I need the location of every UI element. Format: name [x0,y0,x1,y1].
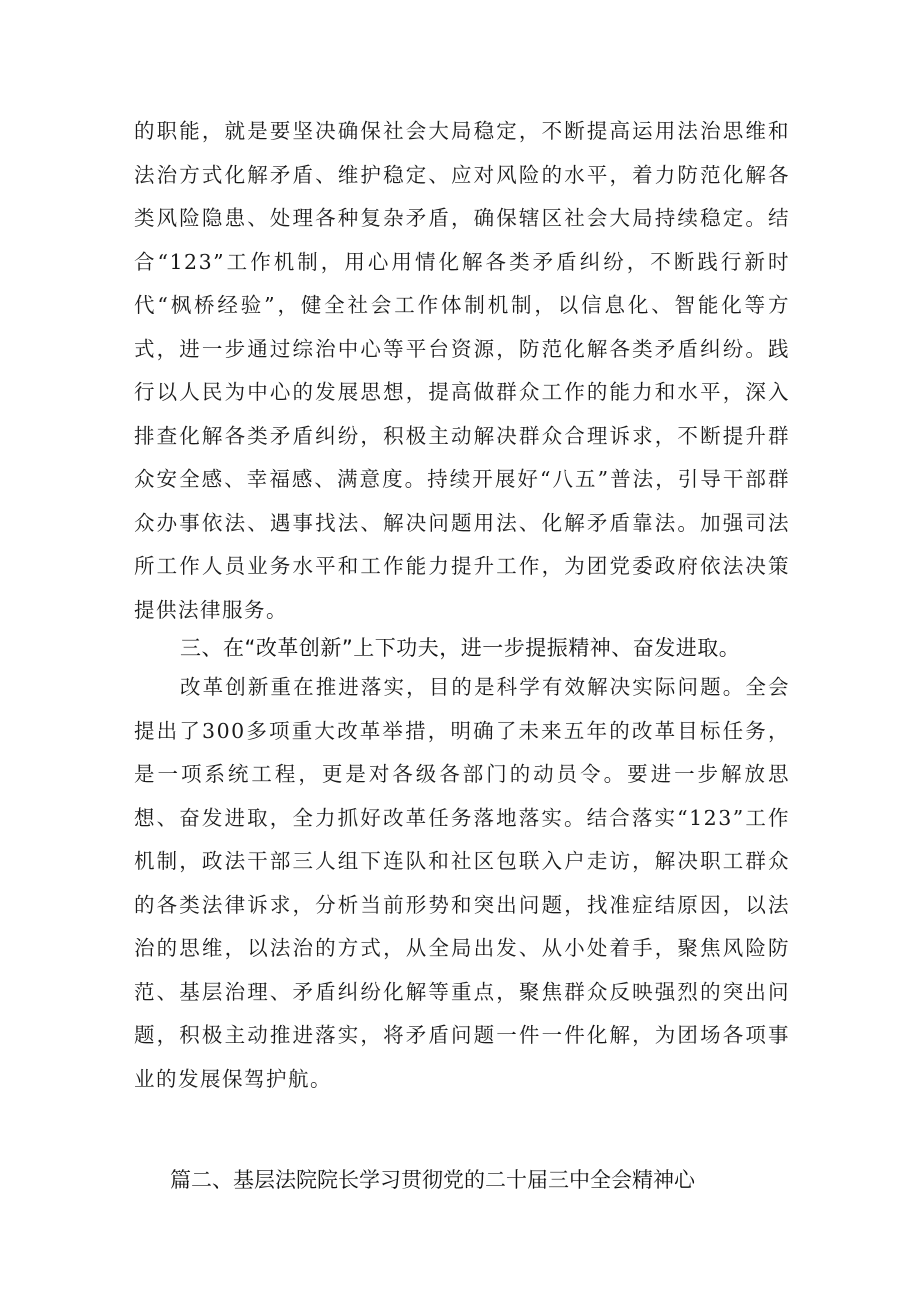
body-paragraph-reform-implementation: 改革创新重在推进落实，目的是科学有效解决实际问题。全会提出了300多项重大改革举措，明确了未来五年的改革目标任务，是一项系统工程，更是对各级各部门的动员令。要进一步解放思想、奋发进取，全力抓好改革任务落地落实。结合落实“123”工作机制，政法干部三人组下连队和社区包联入户走访，解决职工群众的各类法律诉求，分析当前形势和突出问题，找准症结原因，以法治的思维，以法治的方式，从全局出发、从小处着手，聚焦风险防范、基层治理、矛盾纠纷化解等重点，聚焦群众反映强烈的突出问题，积极主动推进落实，将矛盾问题一件一件化解，为团场各项事业的发展保驾护航。 [134,675,790,1091]
article-heading-part-two: 篇二、基层法院院长学习贯彻党的二十届三中全会精神心 [170,1168,695,1192]
section-heading-reform-innovation: 三、在“改革创新”上下功夫，进一步提振精神、奋发进取。 [180,636,741,660]
body-paragraph-legal-stability: 的职能，就是要坚决确保社会大局稳定，不断提高运用法治思维和法治方式化解矛盾、维护稳定、应对风险的水平，着力防范化解各类风险隐患、处理各种复杂矛盾，确保辖区社会大局持续稳定。结合“123”工作机制，用心用情化解各类矛盾纠纷，不断践行新时代“枫桥经验”，健全社会工作体制机制，以信息化、智能化等方式，进一步通过综治中心等平台资源，防范化解各类矛盾纠纷。践行以人民为中心的发展思想，提高做群众工作的能力和水平，深入排查化解各类矛盾纠纷，积极主动解决群众合理诉求，不断提升群众安全感、幸福感、满意度。持续开展好“八五”普法，引导干部群众办事依法、遇事找法、解决问题用法、化解矛盾靠法。加强司法所工作人员业务水平和工作能力提升工作，为团党委政府依法决策提供法律服务。 [134,119,790,622]
